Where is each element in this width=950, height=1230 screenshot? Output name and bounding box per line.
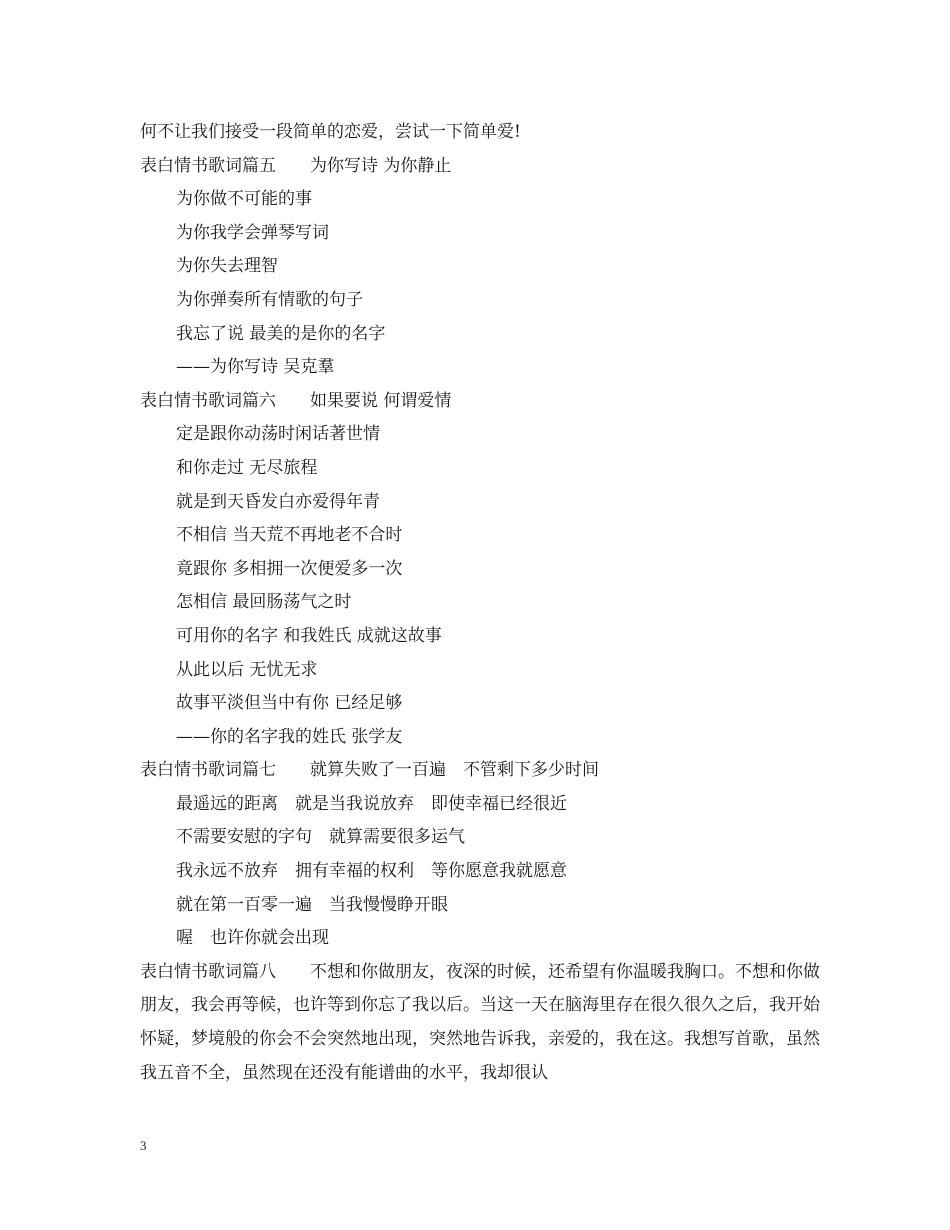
lyric-line: 不需要安慰的字句 就算需要很多运气 [176, 827, 465, 848]
lyric-line: 故事平淡但当中有你 已经足够 [176, 693, 403, 714]
lyric-line: 竟跟你 多相拥一次便爱多一次 [176, 558, 403, 579]
lyric-attribution: ——为你写诗 吴克羣 [176, 357, 335, 378]
lyric-line: 为你我学会弹琴写词 [176, 222, 329, 243]
lyric-line: 从此以后 无忧无求 [176, 659, 318, 680]
lyric-line: 定是跟你动荡时闲话著世情 [176, 424, 380, 445]
lyric-line: 为你做不可能的事 [176, 189, 312, 210]
section-heading-seven: 表白情书歌词篇七 就算失败了一百遍 不管剩下多少时间 [140, 760, 599, 781]
section-eight-paragraph: 表白情书歌词篇八 不想和你做朋友，夜深的时候，还希望有你温暖我胸口。不想和你做朋友，我会再等候，也许等到你忘了我以后。当这一天在脑海里存在很久很久之后，我开始怀疑，梦境般的你会不会突然地出现，突然地告诉我，亲爱的，我在这。我想写首歌，虽然我五音不全，虽然现在还没有能谱曲的水平，我却很认 [140, 961, 820, 1083]
lyric-line: 怎相信 最回肠荡气之时 [176, 592, 352, 613]
lyric-line: 最遥远的距离 就是当我说放弃 即使幸福已经很近 [176, 793, 567, 814]
lyric-line: 和你走过 无尽旅程 [176, 457, 318, 478]
lyric-line: 不相信 当天荒不再地老不合时 [176, 525, 403, 546]
lyric-line: 为你弹奏所有情歌的句子 [176, 289, 363, 310]
lyric-line: 为你失去理智 [176, 256, 278, 277]
section-heading-six: 表白情书歌词篇六 如果要说 何谓爱情 [140, 390, 452, 411]
lyric-line: 喔 也许你就会出现 [176, 928, 329, 949]
lyric-line: 就在第一百零一遍 当我慢慢睁开眼 [176, 894, 448, 915]
document-body [140, 116, 820, 1090]
lyric-line: 就是到天昏发白亦爱得年青 [176, 491, 380, 512]
lyric-line: 我忘了说 最美的是你的名字 [176, 323, 386, 344]
text-line: 何不让我们接受一段简单的恋爱，尝试一下简单爱! [140, 122, 521, 142]
section-heading-five: 表白情书歌词篇五 为你写诗 为你静止 [140, 155, 452, 176]
lyric-line: 可用你的名字 和我姓氏 成就这故事 [176, 625, 442, 646]
page-number: 3 [140, 1138, 147, 1153]
lyric-attribution: ——你的名字我的姓氏 张学友 [176, 726, 403, 747]
lyric-line: 我永远不放弃 拥有幸福的权利 等你愿意我就愿意 [176, 861, 567, 882]
